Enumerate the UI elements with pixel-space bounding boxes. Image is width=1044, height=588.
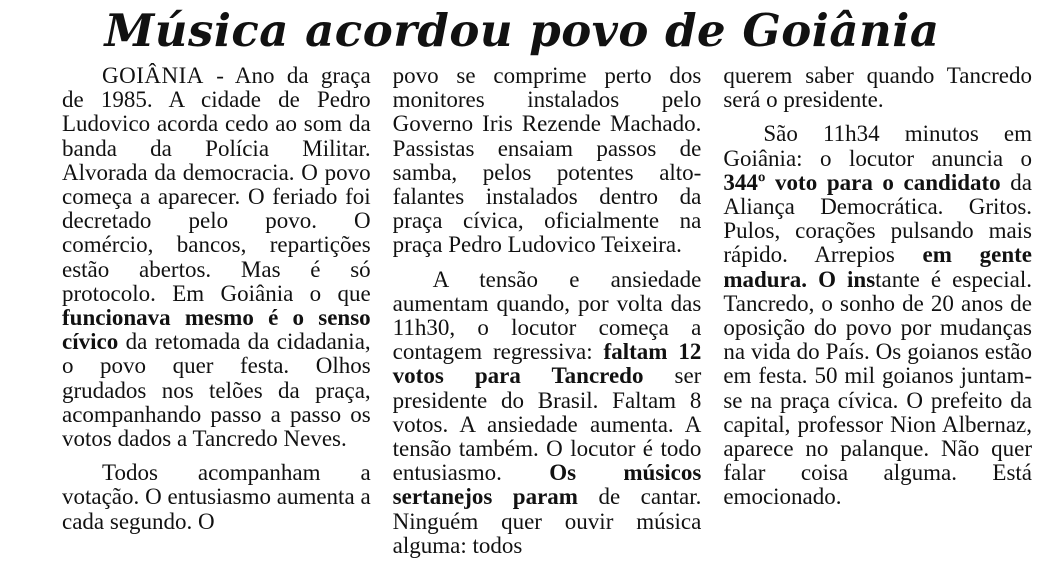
paragraph (62, 64, 371, 451)
paragraph (723, 122, 1032, 509)
text-run: ser presidente do Brasil. Faltam 8 votos. A ansiedade aumenta. A tensão também. O locutor é todo entusiasmo. (392, 363, 702, 486)
headline: Música acordou povo de Goiânia (104, 4, 940, 57)
column-3 (723, 64, 1032, 558)
dateline: GOIÂNIA (102, 63, 204, 88)
paragraph: querem saber quando Tancredo será o presidente. (723, 63, 1033, 113)
text-run: A tensão e ansiedade aumentam quando, por volta das 11h30, o locutor começa a contagem regressiva: (392, 266, 702, 365)
article-columns (62, 64, 1032, 558)
column-1 (62, 64, 371, 558)
text-run: da retomada da cidadania, o povo quer festa. Olhos grudados nos telões da praça, acompanhando passo a passo os votos dados a Tancredo Neves. (62, 329, 371, 452)
column-2 (393, 64, 702, 558)
bold-text-run: funcionava mesmo é o senso cívico (62, 305, 371, 355)
text-run: da Aliança Democrática. Gritos. Pulos, corações pulsando mais rápido. Arrepios (723, 169, 1033, 268)
bold-text-run: em gente madura. O ins (723, 242, 1033, 292)
paragraph: Todos acompanham a votação. O entusiasmo aumenta a cada segundo. O (62, 460, 371, 534)
paragraph: povo se comprime perto dos monitores instalados pelo Governo Iris Rezende Machado. Passistas ensaiam passos de samba, pelos potentes alto-falantes instalados dentro da praça cívica, oficialmente na praça Pedro Ludovico Teixeira. (392, 63, 702, 258)
bold-text-run: 344º voto para o candidato (723, 169, 1001, 195)
bold-text-run: faltam 12 votos para Tancredo (392, 339, 702, 389)
text-run: tante é especial. Tancredo, o sonho de 20 anos de oposição do povo por mudanças na vida do País. Os goianos estão em festa. 50 mil goianos juntam-se na praça cívica. O prefeito da capital, professor Nion Albernaz, aparece no palanque. Não quer falar coisa alguma. Está emocionado. (723, 266, 1033, 510)
bold-text-run: Os músicos sertanejos param (392, 460, 702, 510)
paragraph (393, 268, 702, 558)
text-run: - Ano da graça de 1985. A cidade de Pedro Ludovico acorda cedo ao som da banda da Polícia Militar. Alvorada da democracia. O povo começa a aparecer. O feriado foi decretado pelo povo. O comércio, bancos, repartições estão abertos. Mas é só protocolo. Em Goiânia o que (62, 63, 371, 306)
text-run: de cantar. Ninguém quer ouvir música alguma: todos (392, 484, 702, 558)
text-run: São 11h34 minutos em Goiânia: o locutor anuncia o (723, 121, 1033, 171)
